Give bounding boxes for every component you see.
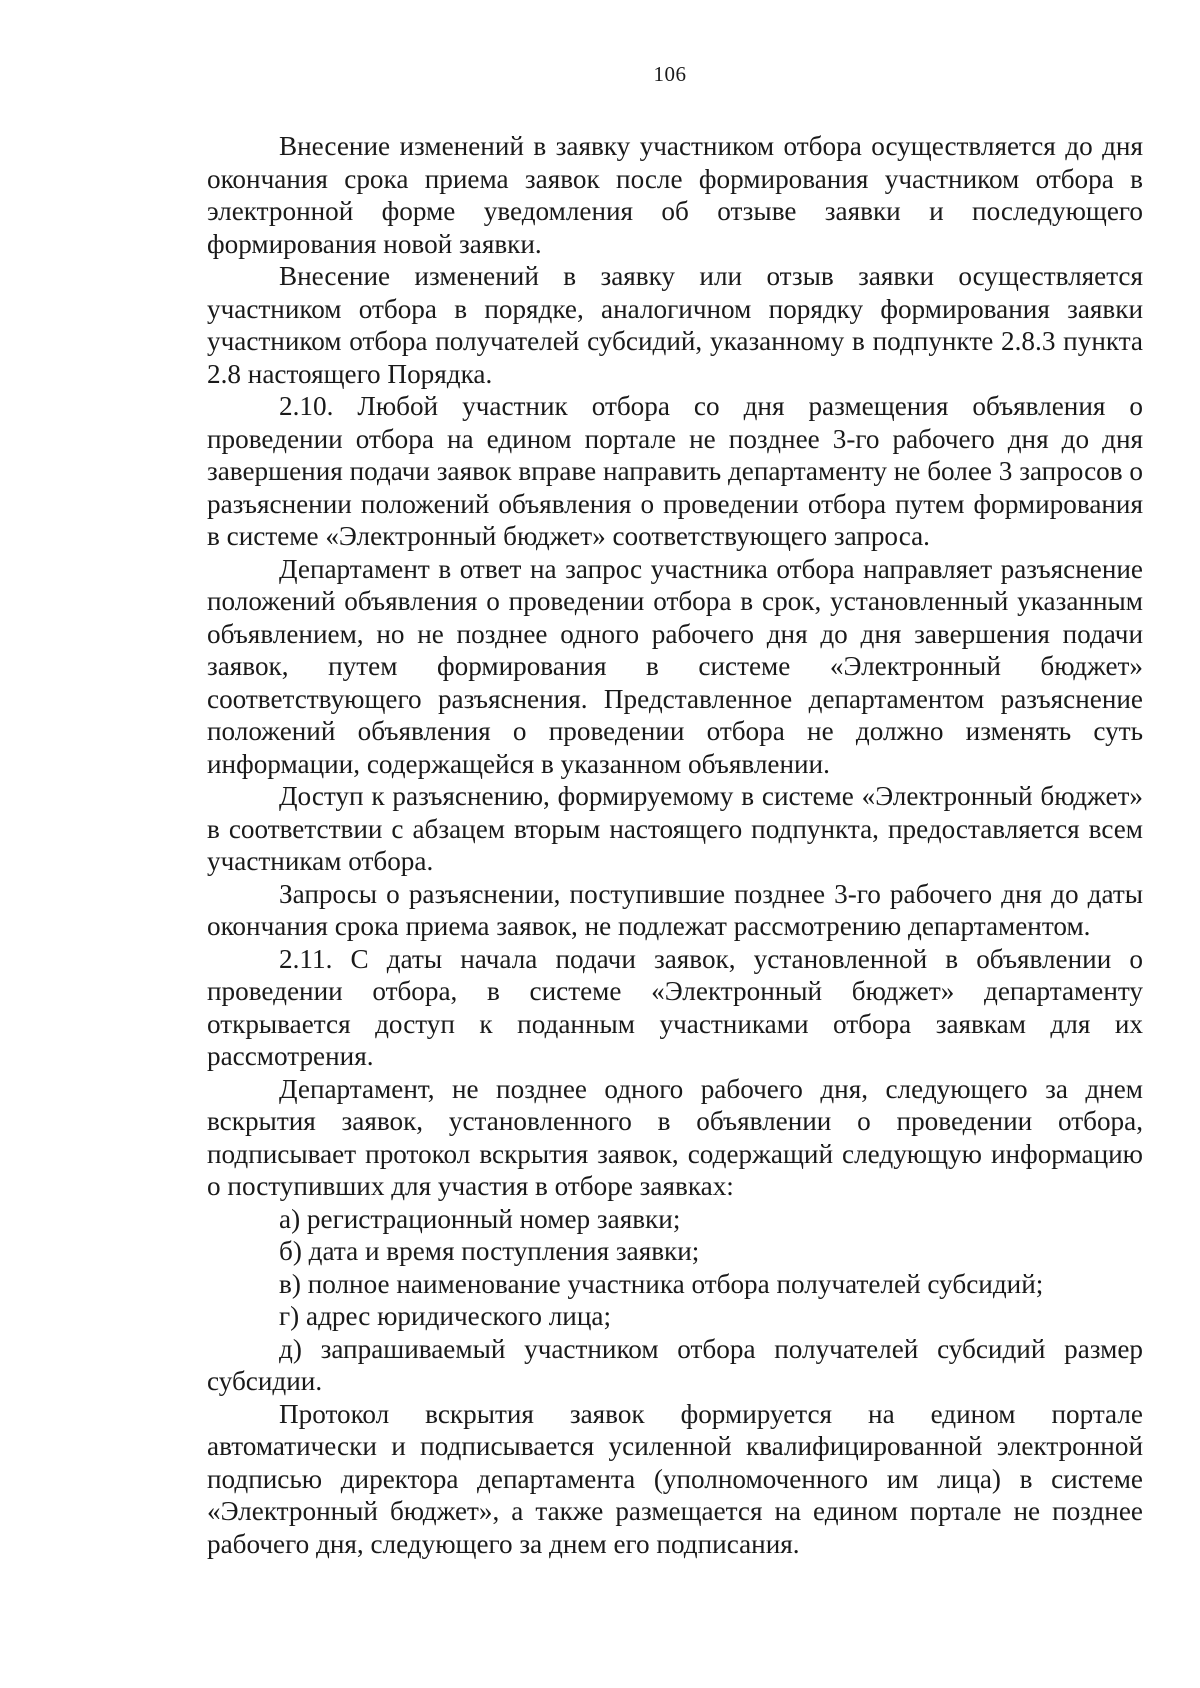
- paragraph: Запросы о разъяснении, поступившие позднее 3-го рабочего дня до даты окончания срока приема заявок, не подлежат рассмотрению департаментом.: [207, 878, 1143, 941]
- page-number: 106: [653, 62, 687, 86]
- paragraph: Департамент в ответ на запрос участника отбора направляет разъяснение положений объявления о проведении отбора в срок, установленный указанным объявлением, но не позднее одного рабочего дня до дня завершения подачи заявок, путем формирования в системе «Электронный бюджет» соответствующего разъяснения. Представленное департаментом разъяснение положений объявления о проведении отбора не должно изменять суть информации, содержащейся в указанном объявлении.: [207, 553, 1143, 779]
- list-item-a: а) регистрационный номер заявки;: [279, 1203, 681, 1234]
- list-item-v: в) полное наименование участника отбора получателей субсидий;: [279, 1268, 1044, 1299]
- list-item-b: б) дата и время поступления заявки;: [279, 1236, 700, 1266]
- paragraph-2-10: 2.10. Любой участник отбора со дня размещения объявления о проведении отбора на едином портале не позднее 3-го рабочего дня до дня завершения подачи заявок вправе направить департаменту не более 3 запросов о разъяснении положений объявления о проведении отбора путем формирования в системе «Электронный бюджет» соответствующего запроса.: [207, 391, 1143, 551]
- paragraph: Доступ к разъяснению, формируемому в системе «Электронный бюджет» в соответствии с абзацем вторым настоящего подпункта, предоставляется всем участникам отбора.: [207, 781, 1143, 876]
- list-item-g: г) адрес юридического лица;: [279, 1301, 611, 1331]
- paragraph: Департамент, не позднее одного рабочего дня, следующего за днем вскрытия заявок, установленного в объявлении о проведении отбора, подписывает протокол вскрытия заявок, содержащий следующую информацию о поступивших для участия в отборе заявках:: [207, 1073, 1143, 1201]
- list-item-d: д) запрашиваемый участником отбора получателей субсидий размер субсидии.: [207, 1333, 1143, 1396]
- paragraph-2-11: 2.11. С даты начала подачи заявок, установленной в объявлении о проведении отбора, в системе «Электронный бюджет» департаменту открывается доступ к поданным участниками отбора заявкам для их рассмотрения.: [207, 943, 1143, 1071]
- document-body: [207, 130, 1143, 1560]
- paragraph: Внесение изменений в заявку участником отбора осуществляется до дня окончания срока приема заявок после формирования участником отбора в электронной форме уведомления об отзыве заявки и последующего формирования новой заявки.: [207, 131, 1143, 259]
- paragraph: Внесение изменений в заявку или отзыв заявки осуществляется участником отбора в порядке, аналогичном порядку формирования заявки участником отбора получателей субсидий, указанному в подпункте 2.8.3 пункта 2.8 настоящего Порядка.: [207, 261, 1143, 389]
- closing-paragraph: Протокол вскрытия заявок формируется на едином портале автоматически и подписывается усиленной квалифицированной электронной подписью директора департамента (уполномоченного им лица) в системе «Электронный бюджет», а также размещается на едином портале не позднее рабочего дня, следующего за днем его подписания.: [207, 1398, 1143, 1559]
